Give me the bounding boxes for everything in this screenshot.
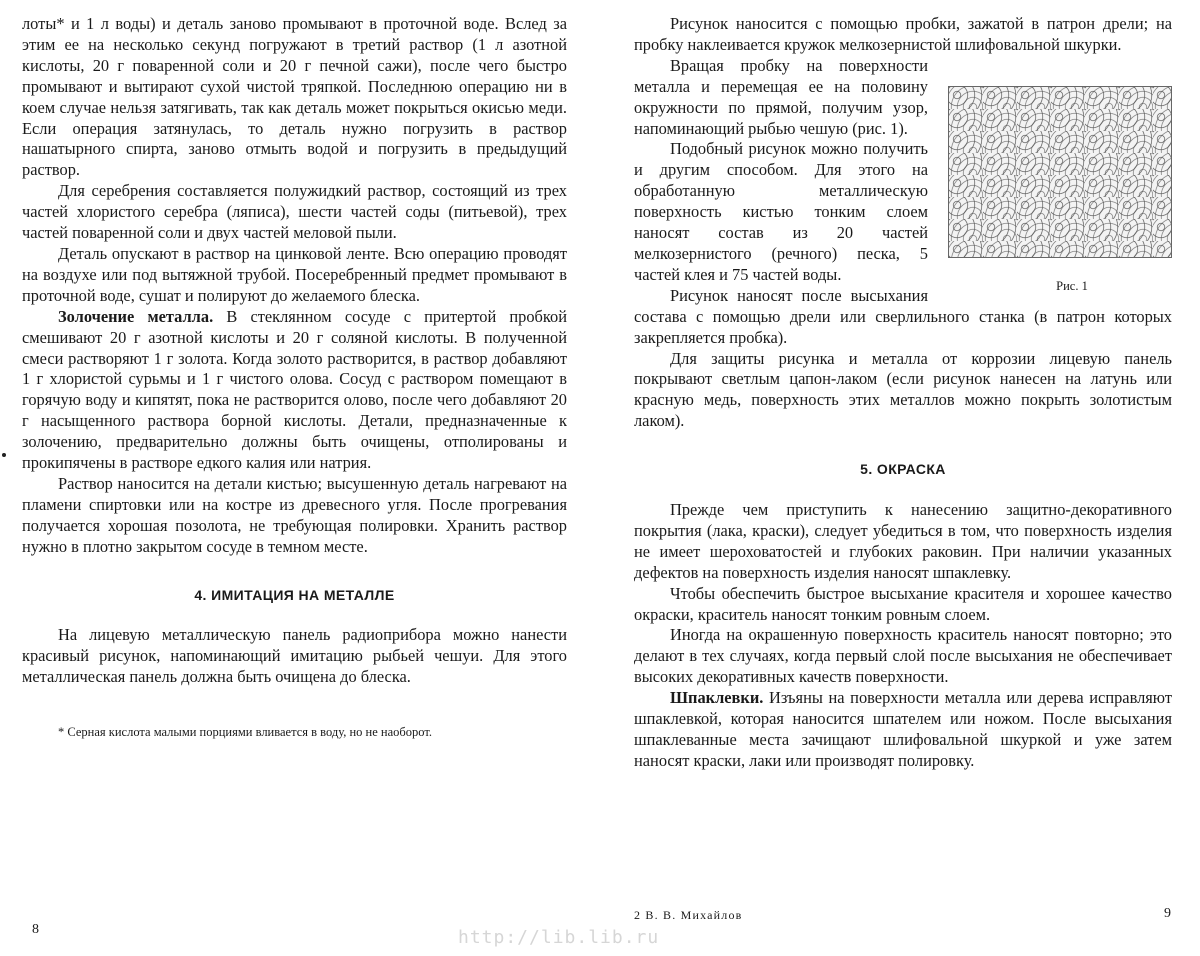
page-number-right: 9 bbox=[1164, 906, 1171, 921]
left-paragraph-2: Для серебрения составляется полужидкий раствор, состоящий из трех частей хлористого серебра (ляписа), шести частей соды (питьевой), трех частей поваренной соли и двух частей меловой пыли. bbox=[22, 181, 567, 243]
footnote: * Серная кислота малыми порциями вливается в воду, но не наоборот. bbox=[58, 725, 432, 740]
section-heading-4: 4. ИМИТАЦИЯ НА МЕТАЛЛЕ bbox=[194, 586, 395, 603]
right-paragraph-2: Вращая пробку на поверхности металла и перемещая ее на половину окружности по прямой, получим узор, напоминающий рыбью чешую (рис. 1). bbox=[634, 55, 928, 138]
left-paragraph-5: Раствор наносится на детали кистью; высушенную деталь нагревают на пламени спиртовки или на костре из древесного угля. После прогревания получается хорошая позолота, не требующая полировки. Хранить раствор нужно в плотно закрытом сосуде в темном месте. bbox=[22, 473, 567, 556]
signature-mark: 2 В. В. Михайлов bbox=[634, 908, 743, 922]
left-paragraph-4 bbox=[22, 307, 567, 474]
gilding-run-in-heading: Золочение металла. bbox=[58, 306, 214, 326]
right-paragraph-8: Иногда на окрашенную поверхность краситель наносят повторно; это делают в тех случаях, когда первый слой после высыхания не обеспечивает высоких декоративных качеств поверхности. bbox=[634, 625, 1172, 687]
right-paragraph-9 bbox=[634, 688, 1172, 772]
right-paragraph-6: Прежде чем приступить к нанесению защитно-декоративного покрытия (лака, краски), следует убедиться в том, что поверхность изделия не имеет шероховатостей и глубоких раковин. При наличии указанных дефектов на поверхность изделия наносят шпаклевку. bbox=[634, 500, 1172, 582]
left-page bbox=[22, 14, 567, 741]
putty-text: Изъяны на поверхности металла или дерева исправляют шпаклевкой, которая наносится шпателем или ножом. После высыхания шпаклеванные места зачищают шлифовальной шкуркой и уже затем наносят краски, лаки или производят полировку. bbox=[634, 688, 1172, 770]
margin-dot bbox=[2, 453, 6, 457]
gilding-text: В стеклянном сосуде с притертой пробкой смешивают 20 г азотной кислоты и 20 г соляной кислоты. В полученной смеси растворяют 1 г золота. Когда золото растворится, в раствор добавляют 1 г хлористой сурьмы и 1 г чистого олова. Сосуд с раствором помещают в горячую воду и кипятят, пока не растворится олово, после чего добавляют 20 г насыщенного раствора борной кислоты. Детали, предназначенные к золочению, предварительно должны быть очищены, отполированы и прокипячены в растворе едкого калия или натрия. bbox=[22, 306, 567, 473]
right-paragraph-5: Для защиты рисунка и металла от коррозии лицевую панель покрывают светлым цапон-лаком (если рисунок нанесен на латунь или красную медь, поверхность этих металлов можно покрыть золотистым лаком). bbox=[634, 348, 1172, 431]
right-paragraph-3: Подобный рисунок можно получить и другим способом. Для этого на обработанную металлическую поверхность кистью тонким слоем наносят состав из 20 частей мелкозернистого (речного) песка, 5 частей клея и 75 частей воды. bbox=[634, 139, 928, 284]
figure-1 bbox=[942, 78, 1172, 297]
watermark: http://lib.lib.ru bbox=[458, 927, 660, 948]
left-paragraph-6: На лицевую металлическую панель радиоприбора можно нанести красивый рисунок, напоминающий имитацию рыбьей чешуи. Для этого металлическая панель должна быть очищена до блеска. bbox=[22, 625, 567, 687]
right-paragraph-4: Рисунок наносят после высыхания состава с помощью дрели или сверлильного станка (в патрон которых закрепляется пробка). bbox=[634, 285, 1172, 347]
left-paragraph-3: Деталь опускают в раствор на цинковой ленте. Всю операцию проводят на воздухе или под вытяжной трубой. Посеребренный предмет промывают в проточной воде, сушат и полируют до желаемого блеска. bbox=[22, 243, 567, 305]
figure-caption: Рис. 1 bbox=[1056, 278, 1088, 293]
right-paragraph-7: Чтобы обеспечить быстрое высыхание красителя и хорошее качество окраски, краситель наносят тонким ровным слоем. bbox=[634, 583, 1172, 624]
page-number-left: 8 bbox=[32, 922, 39, 937]
right-paragraph-1: Рисунок наносится с помощью пробки, зажатой в патрон дрели; на пробку наклеивается кружок мелкозернистой шлифовальной шкурки. bbox=[634, 14, 1172, 54]
section-heading-5: 5. ОКРАСКА bbox=[860, 461, 946, 478]
fish-scale-pattern-image bbox=[948, 86, 1172, 258]
right-page bbox=[634, 14, 1172, 772]
left-paragraph-1: лоты* и 1 л воды) и деталь заново промывают в проточной воде. Вслед за этим ее на несколько секунд погружают в третий раствор (1 л азотной кислоты, 20 г поваренной соли и 20 г печной сажи), после чего быстро промывают и вытирают сухой чистой тряпкой. Последнюю операцию ни в коем случае нельзя затягивать, так как деталь может покрыться окисью меди. Если операция затянулась, то деталь нужно погрузить в раствор нашатырного спирта, заново отмыть водой и погрузить в предыдущий раствор. bbox=[22, 14, 567, 180]
putty-run-in-heading: Шпаклевки. bbox=[670, 688, 764, 708]
